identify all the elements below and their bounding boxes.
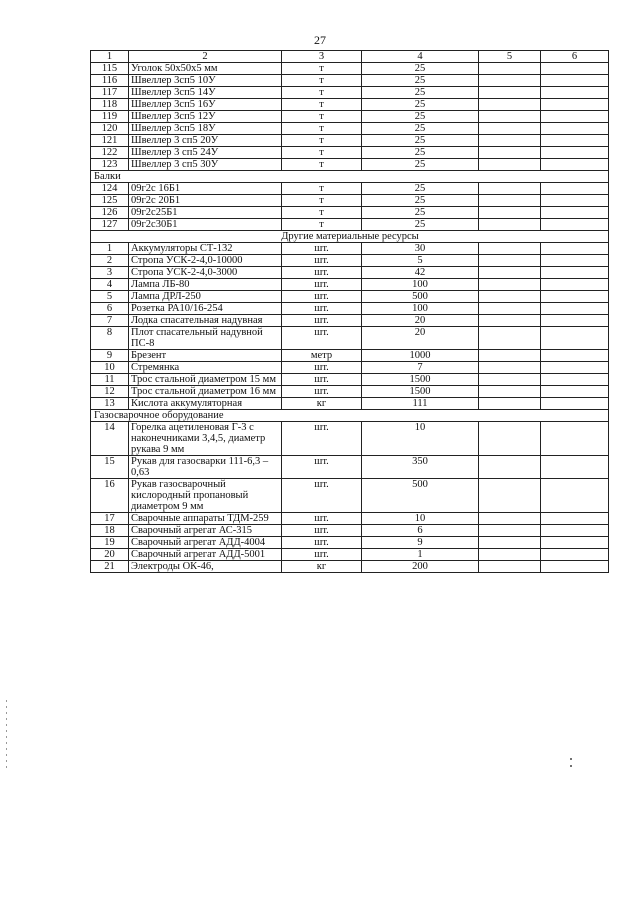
item-unit: т	[282, 219, 362, 231]
empty-cell	[541, 422, 609, 456]
item-name: Рукав для газосварки 111-6,3 – 0,63	[129, 456, 282, 479]
item-unit: шт.	[282, 291, 362, 303]
item-name: Стропа УСК-2-4,0-3000	[129, 267, 282, 279]
empty-cell	[541, 195, 609, 207]
empty-cell	[541, 207, 609, 219]
table-row	[91, 219, 609, 231]
empty-cell	[541, 135, 609, 147]
item-unit: кг	[282, 398, 362, 410]
item-name: Рукав газосварочный кислородный пропановый диаметром 9 мм	[129, 479, 282, 513]
item-name: Плот спасательный надувной ПС-8	[129, 327, 282, 350]
table-row	[91, 456, 609, 479]
row-number: 124	[91, 183, 129, 195]
item-name: Стропа УСК-2-4,0-10000	[129, 255, 282, 267]
item-unit: т	[282, 111, 362, 123]
item-unit: шт.	[282, 374, 362, 386]
scan-mark-left	[6, 700, 7, 770]
page-number: 27	[314, 33, 326, 47]
table-row	[91, 99, 609, 111]
empty-cell	[541, 374, 609, 386]
row-number: 12	[91, 386, 129, 398]
empty-cell	[541, 549, 609, 561]
item-name: Трос стальной диаметром 15 мм	[129, 374, 282, 386]
row-number: 127	[91, 219, 129, 231]
item-unit: т	[282, 195, 362, 207]
item-name: Лодка спасательная надувная	[129, 315, 282, 327]
item-quantity: 25	[362, 207, 479, 219]
empty-cell	[479, 327, 541, 350]
empty-cell	[479, 549, 541, 561]
table-row	[91, 327, 609, 350]
table-row	[91, 267, 609, 279]
item-unit: шт.	[282, 255, 362, 267]
item-quantity: 350	[362, 456, 479, 479]
empty-cell	[541, 327, 609, 350]
item-unit: кг	[282, 561, 362, 573]
empty-cell	[541, 267, 609, 279]
item-name: Лампа ДРЛ-250	[129, 291, 282, 303]
empty-cell	[479, 537, 541, 549]
item-name: Стремянка	[129, 362, 282, 374]
item-unit: шт.	[282, 386, 362, 398]
section-row	[91, 171, 609, 183]
item-name: Трос стальной диаметром 16 мм	[129, 386, 282, 398]
table-row	[91, 398, 609, 410]
empty-cell	[541, 537, 609, 549]
table-row	[91, 159, 609, 171]
item-quantity: 25	[362, 123, 479, 135]
item-name: Лампа ЛБ-80	[129, 279, 282, 291]
empty-cell	[479, 561, 541, 573]
empty-cell	[479, 386, 541, 398]
column-header: 5	[479, 51, 541, 63]
table-row	[91, 537, 609, 549]
row-number: 122	[91, 147, 129, 159]
item-quantity: 7	[362, 362, 479, 374]
item-name: Швеллер 3сп5 18У	[129, 123, 282, 135]
table-row	[91, 63, 609, 75]
item-quantity: 10	[362, 513, 479, 525]
empty-cell	[479, 195, 541, 207]
item-unit: т	[282, 99, 362, 111]
empty-cell	[541, 386, 609, 398]
section-row	[91, 410, 609, 422]
item-quantity: 1	[362, 549, 479, 561]
empty-cell	[479, 374, 541, 386]
column-header: 1	[91, 51, 129, 63]
item-unit: шт.	[282, 279, 362, 291]
table-row	[91, 513, 609, 525]
item-quantity: 500	[362, 479, 479, 513]
table-row	[91, 111, 609, 123]
empty-cell	[479, 159, 541, 171]
table-row	[91, 561, 609, 573]
row-number: 16	[91, 479, 129, 513]
item-quantity: 9	[362, 537, 479, 549]
item-quantity: 25	[362, 99, 479, 111]
item-name: Аккумуляторы СТ-132	[129, 243, 282, 255]
table-row	[91, 350, 609, 362]
row-number: 10	[91, 362, 129, 374]
empty-cell	[541, 111, 609, 123]
item-unit: шт.	[282, 303, 362, 315]
table-row	[91, 315, 609, 327]
item-name: Швеллер 3сп5 12У	[129, 111, 282, 123]
empty-cell	[479, 183, 541, 195]
empty-cell	[541, 63, 609, 75]
empty-cell	[541, 362, 609, 374]
empty-cell	[479, 99, 541, 111]
empty-cell	[541, 87, 609, 99]
table-row	[91, 87, 609, 99]
table-row	[91, 291, 609, 303]
item-name: Кислота аккумуляторная	[129, 398, 282, 410]
table-row	[91, 386, 609, 398]
item-name: 09г2с 16Б1	[129, 183, 282, 195]
item-quantity: 25	[362, 63, 479, 75]
item-name: Сварочный агрегат АС-315	[129, 525, 282, 537]
row-number: 4	[91, 279, 129, 291]
item-quantity: 100	[362, 279, 479, 291]
section-row	[91, 231, 609, 243]
item-unit: шт.	[282, 525, 362, 537]
empty-cell	[479, 255, 541, 267]
item-unit: т	[282, 159, 362, 171]
item-quantity: 25	[362, 87, 479, 99]
row-number: 1	[91, 243, 129, 255]
row-number: 120	[91, 123, 129, 135]
table-row	[91, 195, 609, 207]
empty-cell	[541, 315, 609, 327]
item-quantity: 100	[362, 303, 479, 315]
item-name: Швеллер 3сп5 10У	[129, 75, 282, 87]
row-number: 118	[91, 99, 129, 111]
table-row	[91, 279, 609, 291]
item-quantity: 200	[362, 561, 479, 573]
empty-cell	[479, 303, 541, 315]
empty-cell	[479, 398, 541, 410]
item-quantity: 20	[362, 327, 479, 350]
empty-cell	[479, 422, 541, 456]
empty-cell	[541, 183, 609, 195]
item-unit: т	[282, 63, 362, 75]
item-name: Брезент	[129, 350, 282, 362]
scan-dot	[570, 765, 572, 767]
item-unit: т	[282, 183, 362, 195]
row-number: 14	[91, 422, 129, 456]
item-name: Сварочные аппараты ТДМ-259	[129, 513, 282, 525]
table-row	[91, 243, 609, 255]
empty-cell	[479, 479, 541, 513]
empty-cell	[479, 279, 541, 291]
item-quantity: 42	[362, 267, 479, 279]
empty-cell	[541, 303, 609, 315]
empty-cell	[479, 243, 541, 255]
table-row	[91, 549, 609, 561]
item-quantity: 30	[362, 243, 479, 255]
empty-cell	[541, 255, 609, 267]
item-unit: шт.	[282, 422, 362, 456]
empty-cell	[541, 350, 609, 362]
empty-cell	[479, 267, 541, 279]
item-name: Швеллер 3сп5 16У	[129, 99, 282, 111]
item-unit: шт.	[282, 549, 362, 561]
empty-cell	[541, 123, 609, 135]
row-number: 125	[91, 195, 129, 207]
item-unit: шт.	[282, 479, 362, 513]
empty-cell	[479, 456, 541, 479]
item-name: Швеллер 3сп5 14У	[129, 87, 282, 99]
empty-cell	[479, 75, 541, 87]
item-name: Сварочный агрегат АДД-4004	[129, 537, 282, 549]
empty-cell	[479, 362, 541, 374]
row-number: 11	[91, 374, 129, 386]
empty-cell	[541, 75, 609, 87]
row-number: 2	[91, 255, 129, 267]
item-quantity: 500	[362, 291, 479, 303]
empty-cell	[541, 513, 609, 525]
item-quantity: 25	[362, 183, 479, 195]
column-header: 4	[362, 51, 479, 63]
row-number: 6	[91, 303, 129, 315]
empty-cell	[479, 525, 541, 537]
item-quantity: 25	[362, 75, 479, 87]
table-row	[91, 362, 609, 374]
empty-cell	[541, 99, 609, 111]
item-quantity: 25	[362, 147, 479, 159]
item-name: Уголок 50х50х5 мм	[129, 63, 282, 75]
row-number: 115	[91, 63, 129, 75]
item-name: 09г2с25Б1	[129, 207, 282, 219]
row-number: 19	[91, 537, 129, 549]
row-number: 13	[91, 398, 129, 410]
table-row	[91, 303, 609, 315]
empty-cell	[541, 291, 609, 303]
item-name: Электроды ОК-46,	[129, 561, 282, 573]
row-number: 21	[91, 561, 129, 573]
empty-cell	[479, 315, 541, 327]
row-number: 121	[91, 135, 129, 147]
item-quantity: 25	[362, 219, 479, 231]
empty-cell	[479, 207, 541, 219]
table-row	[91, 374, 609, 386]
item-unit: шт.	[282, 327, 362, 350]
item-name: Швеллер 3 сп5 24У	[129, 147, 282, 159]
row-number: 5	[91, 291, 129, 303]
item-unit: шт.	[282, 267, 362, 279]
row-number: 17	[91, 513, 129, 525]
item-quantity: 25	[362, 111, 479, 123]
item-quantity: 1000	[362, 350, 479, 362]
header-row	[91, 51, 609, 63]
row-number: 3	[91, 267, 129, 279]
item-unit: шт.	[282, 243, 362, 255]
empty-cell	[479, 147, 541, 159]
item-unit: метр	[282, 350, 362, 362]
item-name: Горелка ацетиленовая Г-3 с наконечниками 3,4,5, диаметр рукава 9 мм	[129, 422, 282, 456]
resources-table	[90, 50, 609, 573]
empty-cell	[541, 219, 609, 231]
item-unit: т	[282, 207, 362, 219]
item-quantity: 25	[362, 135, 479, 147]
scan-dot	[570, 758, 572, 760]
empty-cell	[479, 123, 541, 135]
empty-cell	[479, 219, 541, 231]
empty-cell	[479, 135, 541, 147]
empty-cell	[479, 111, 541, 123]
empty-cell	[479, 513, 541, 525]
empty-cell	[479, 291, 541, 303]
empty-cell	[541, 159, 609, 171]
table-row	[91, 123, 609, 135]
table-row	[91, 147, 609, 159]
table-row	[91, 479, 609, 513]
item-unit: шт.	[282, 456, 362, 479]
item-name: Швеллер 3 сп5 20У	[129, 135, 282, 147]
item-unit: т	[282, 147, 362, 159]
row-number: 8	[91, 327, 129, 350]
item-name: 09г2с 20Б1	[129, 195, 282, 207]
column-header: 3	[282, 51, 362, 63]
row-number: 126	[91, 207, 129, 219]
item-unit: т	[282, 123, 362, 135]
table-row	[91, 525, 609, 537]
empty-cell	[541, 561, 609, 573]
table-row	[91, 75, 609, 87]
table-row	[91, 255, 609, 267]
item-unit: т	[282, 75, 362, 87]
empty-cell	[541, 147, 609, 159]
row-number: 9	[91, 350, 129, 362]
empty-cell	[479, 63, 541, 75]
item-quantity: 111	[362, 398, 479, 410]
table-row	[91, 422, 609, 456]
empty-cell	[541, 525, 609, 537]
empty-cell	[479, 87, 541, 99]
item-unit: шт.	[282, 537, 362, 549]
section-title: Газосварочное оборудование	[91, 410, 609, 422]
empty-cell	[541, 398, 609, 410]
empty-cell	[479, 350, 541, 362]
item-unit: т	[282, 135, 362, 147]
item-unit: шт.	[282, 315, 362, 327]
row-number: 7	[91, 315, 129, 327]
item-name: 09г2с30Б1	[129, 219, 282, 231]
row-number: 119	[91, 111, 129, 123]
item-quantity: 1500	[362, 374, 479, 386]
empty-cell	[541, 279, 609, 291]
item-unit: т	[282, 87, 362, 99]
section-title: Другие материальные ресурсы	[91, 231, 609, 243]
item-quantity: 1500	[362, 386, 479, 398]
item-quantity: 25	[362, 195, 479, 207]
row-number: 117	[91, 87, 129, 99]
row-number: 18	[91, 525, 129, 537]
row-number: 20	[91, 549, 129, 561]
row-number: 116	[91, 75, 129, 87]
empty-cell	[541, 479, 609, 513]
item-name: Сварочный агрегат АДД-5001	[129, 549, 282, 561]
empty-cell	[541, 456, 609, 479]
empty-cell	[541, 243, 609, 255]
item-quantity: 6	[362, 525, 479, 537]
row-number: 15	[91, 456, 129, 479]
column-header: 6	[541, 51, 609, 63]
item-name: Швеллер 3 сп5 30У	[129, 159, 282, 171]
item-quantity: 25	[362, 159, 479, 171]
item-unit: шт.	[282, 362, 362, 374]
item-name: Розетка РА10/16-254	[129, 303, 282, 315]
table-row	[91, 207, 609, 219]
item-quantity: 10	[362, 422, 479, 456]
table-row	[91, 183, 609, 195]
item-quantity: 20	[362, 315, 479, 327]
table-row	[91, 135, 609, 147]
section-title: Балки	[91, 171, 609, 183]
item-unit: шт.	[282, 513, 362, 525]
item-quantity: 5	[362, 255, 479, 267]
row-number: 123	[91, 159, 129, 171]
column-header: 2	[129, 51, 282, 63]
